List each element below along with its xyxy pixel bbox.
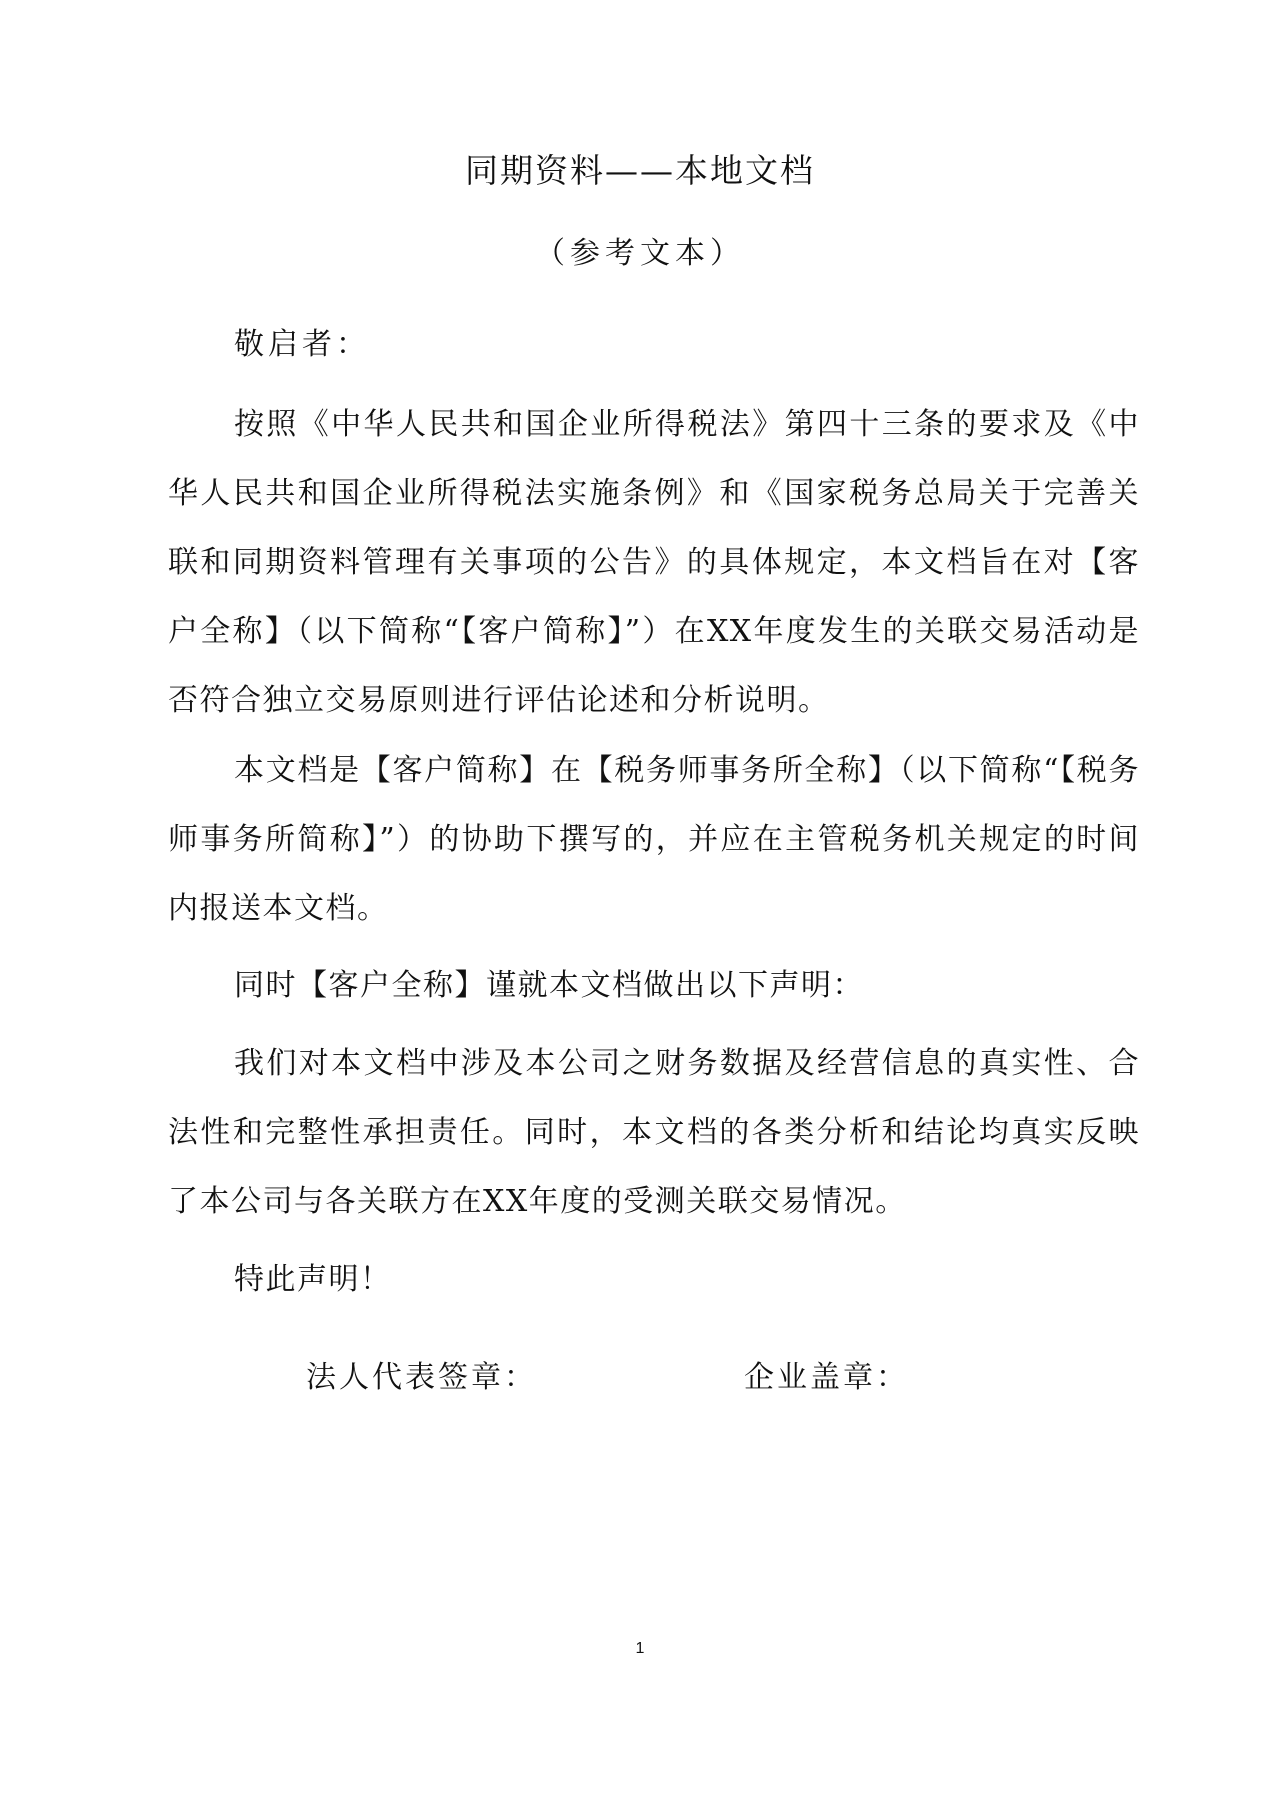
page-number: 1 [635,1640,645,1657]
paragraph-declaration-intro: 同时【客户全称】谨就本文档做出以下声明： [234,968,864,1003]
paragraph-responsibility: 我们对本文档中涉及本公司之财务数据及经营信息的真实性、合法性和完整性承担责任。同时，本文档的各类分析和结论均真实反映了本公司与各关联方在XX年度的受测关联交易情况。 [168,1046,1140,1219]
paragraph-preparation: 本文档是【客户简称】在【税务师事务所全称】（以下简称“【税务师事务所简称】”）的协助下撰写的，并应在主管税务机关规定的时间内报送本文档。 [168,753,1140,926]
paragraph-closing: 特此声明！ [234,1262,392,1297]
document-title: 同期资料——本地文档 [465,151,815,190]
legal-representative-signature-label: 法人代表签章： [306,1360,537,1395]
document-subtitle: （参考文本） [535,236,745,271]
company-seal-label: 企业盖章： [744,1360,909,1395]
salutation: 敬启者： [234,327,370,362]
paragraph-legal-basis: 按照《中华人民共和国企业所得税法》第四十三条的要求及《中华人民共和国企业所得税法实施条例》和《国家税务总局关于完善关联和同期资料管理有关事项的公告》的具体规定，本文档旨在对【客户全称】（以下简称“【客户简称】”）在XX年度发生的关联交易活动是否符合独立交易原则进行评估论述和分析说明。 [168,407,1140,718]
